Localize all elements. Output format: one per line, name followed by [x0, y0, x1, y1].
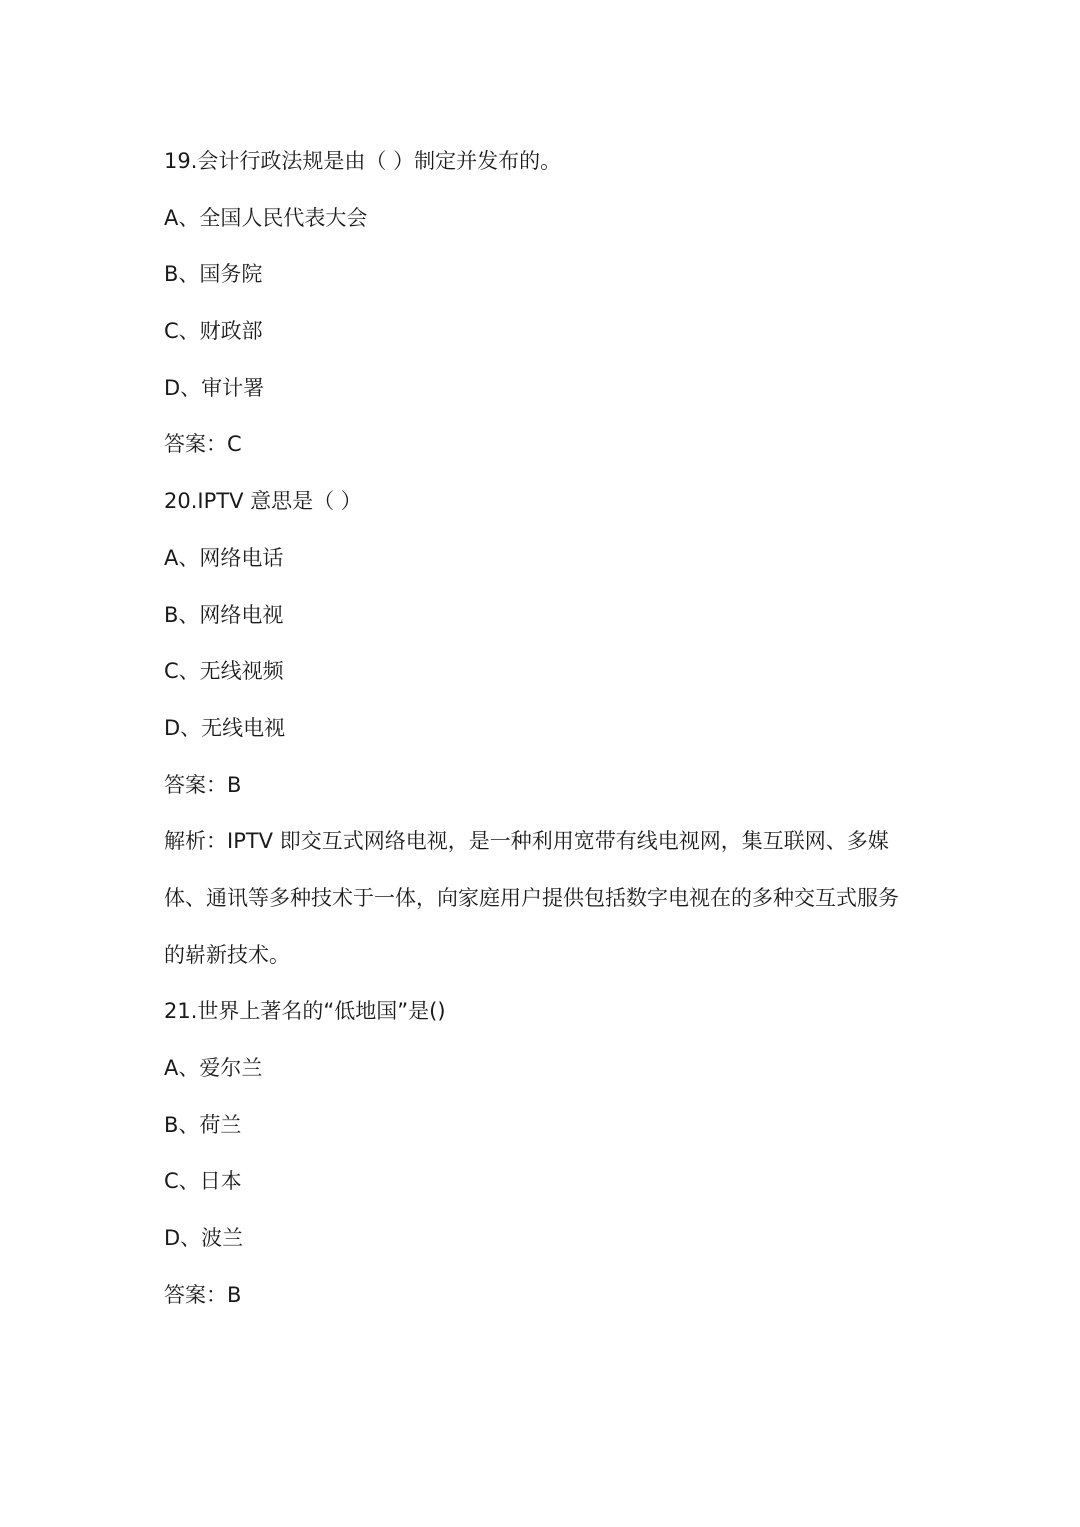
question-20-explanation: 解析：IPTV 即交互式网络电视，是一种利用宽带有线电视网，集互联网、多媒体、通讯等多种技术于一体，向家庭用户提供包括数字电视在的多种交互式服务的崭新技术。	[164, 829, 899, 967]
question-21-stem: 21.世界上著名的“低地国”是()	[164, 999, 446, 1024]
question-19-option-d: D、审计署	[164, 375, 265, 400]
question-19-option-b: B、国务院	[164, 262, 263, 287]
question-20-option-b: B、网络电视	[164, 602, 284, 627]
question-20-option-d: D、无线电视	[164, 715, 286, 740]
question-20-option-a: A、网络电话	[164, 545, 284, 570]
question-19-option-a: A、全国人民代表大会	[164, 205, 368, 230]
document-content	[164, 133, 924, 1323]
question-21-option-a: A、爱尔兰	[164, 1056, 263, 1081]
question-19-option-c: C、财政部	[164, 319, 263, 344]
question-19-stem: 19.会计行政法规是由（ ）制定并发布的。	[164, 149, 562, 173]
question-19-answer: 答案：C	[164, 432, 242, 457]
question-20-option-c: C、无线视频	[164, 659, 284, 684]
question-20-stem: 20.IPTV 意思是（ ）	[164, 489, 362, 514]
question-21-option-b: B、荷兰	[164, 1112, 242, 1137]
question-21-answer: 答案：B	[164, 1282, 242, 1307]
question-21-option-d: D、波兰	[164, 1226, 244, 1251]
question-20-answer: 答案：B	[164, 772, 242, 797]
question-21-option-c: C、日本	[164, 1169, 242, 1194]
